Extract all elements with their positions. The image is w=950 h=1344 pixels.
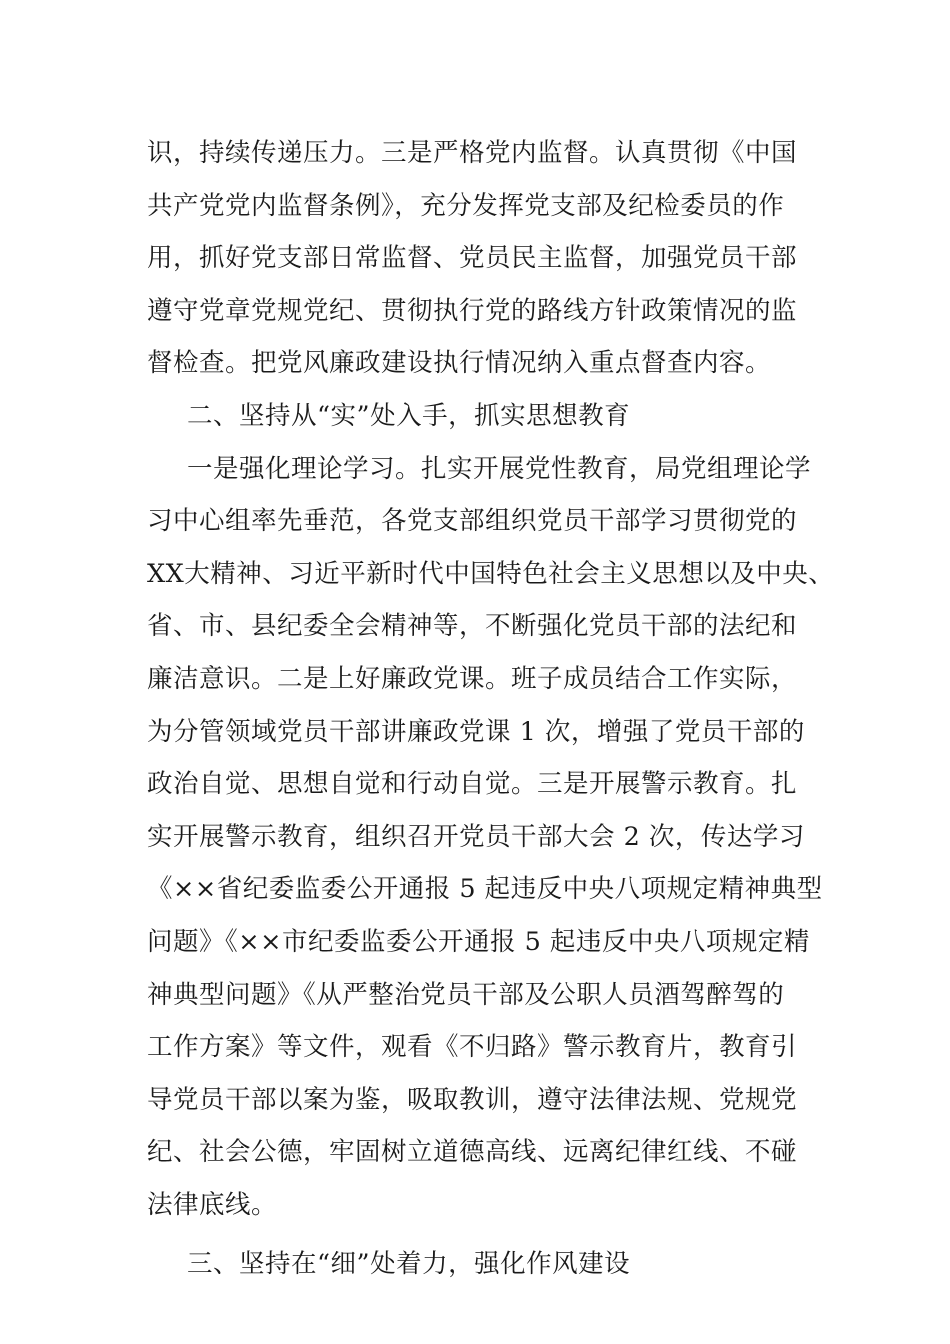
text-line: 《××省纪委监委公开通报 5 起违反中央八项规定精神典型 <box>147 874 823 905</box>
section-heading-2: 二、坚持从“实”处入手，抓实思想教育 <box>187 400 631 431</box>
text-line: 遵守党章党规党纪、贯彻执行党的路线方针政策情况的监 <box>147 295 798 326</box>
text-line: 廉洁意识。二是上好廉政党课。班子成员结合工作实际， <box>147 663 798 694</box>
paragraph-thought-education <box>147 443 835 1232</box>
text-line: 工作方案》等文件，观看《不归路》警示教育片，教育引 <box>147 1032 798 1063</box>
text-line: 法律底线。 <box>147 1189 278 1220</box>
text-line: 共产党党内监督条例》，充分发挥党支部及纪检委员的作 <box>147 190 785 221</box>
text-line: 省、市、县纪委全会精神等，不断强化党员干部的法纪和 <box>147 611 798 642</box>
paragraph-intro <box>147 127 827 390</box>
text-line: 督检查。把党风廉政建设执行情况纳入重点督查内容。 <box>147 348 772 379</box>
text-line: 一是强化理论学习。扎实开展党性教育，局党组理论学 <box>187 453 812 484</box>
text-line: 神典型问题》《从严整治党员干部及公职人员酒驾醉驾的 <box>147 979 785 1010</box>
document-body <box>147 127 835 1291</box>
section-heading-3: 三、坚持在“细”处着力，强化作风建设 <box>187 1249 631 1280</box>
text-line: 为分管领域党员干部讲廉政党课 1 次，增强了党员干部的 <box>147 716 805 747</box>
text-line: 导党员干部以案为鉴，吸取教训，遵守法律法规、党规党 <box>147 1084 798 1115</box>
text-line: 纪、社会公德，牢固树立道德高线、远离纪律红线、不碰 <box>147 1137 798 1168</box>
text-line: 实开展警示教育，组织召开党员干部大会 2 次，传达学习 <box>147 821 805 852</box>
text-line: 政治自觉、思想自觉和行动自觉。三是开展警示教育。扎 <box>147 769 798 800</box>
text-line: XX大精神、习近平新时代中国特色社会主义思想以及中央、 <box>147 558 835 589</box>
text-line: 识，持续传递压力。三是严格党内监督。认真贯彻《中国 <box>147 138 798 168</box>
text-line: 习中心组率先垂范，各党支部组织党员干部学习贯彻党的 <box>147 506 798 537</box>
text-line: 用，抓好党支部日常监督、党员民主监督，加强党员干部 <box>147 243 798 274</box>
text-line: 问题》《××市纪委监委公开通报 5 起违反中央八项规定精 <box>147 926 810 957</box>
